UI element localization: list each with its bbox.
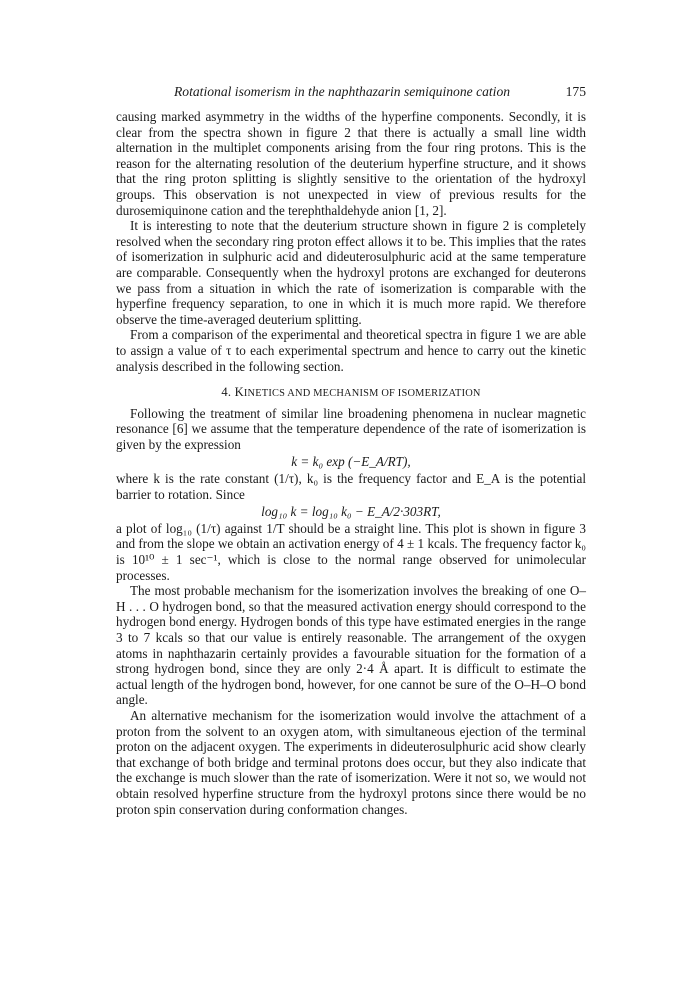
paragraph: From a comparison of the experimental and theoretical spectra in figure 1 we are able to assign a value of τ to each experimental spectrum and hence to carry out the kinetic analysis described in the following section. [116,327,586,374]
paragraph: An alternative mechanism for the isomerization would involve the attachment of a proton from the solvent to an oxygen atom, with simultaneous ejection of the terminal proton on the adjacent oxygen. The experiments in dideuterosulphuric acid show clearly that exchange of both bridge and terminal protons does occur, but they also indicate that the exchange is much slower than the rate of isomerization. Were it not so, we would not obtain resolved hyperfine structure from the hydroxyl protons since there would be no proton spin conservation during conformation changes. [116,707,586,817]
section-number: 4. [221,385,232,400]
running-title: Rotational isomerism in the naphthazarin semiquinone cation [174,84,511,99]
paragraph: where k is the rate constant (1/τ), k₀ is the frequency factor and E_A is the potential barrier to rotation. Since [116,471,586,502]
paragraph: causing marked asymmetry in the widths of the hyperfine components. Secondly, it is clear from the spectra shown in figure 2 that there is actually a small line width alternation in the multiplet components arising from the four ring protons. This is the reason for the alternating resolution of the deuterium hyperfine structure, and it shows that the ring proton splitting is slightly sensitive to the orientation of the hydroxyl groups. This observation is not unexpected in view of previous results for the durosemiquinone cation and the terephthaldehyde anion [1, 2]. [116,109,586,218]
paragraph: a plot of log₁₀ (1/τ) against 1/T should be a straight line. This plot is shown in figure 3 and from the slope we obtain an activation energy of 4 ± 1 kcals. The frequency factor k₀ is 10¹⁰ ± 1 sec⁻¹, which is close to the normal range observed for unimolecular processes. [116,520,586,583]
section-heading [116,385,586,402]
paragraph: The most probable mechanism for the isomerization involves the breaking of one O–H . . . O hydrogen bond, so that the measured activation energy should correspond to the hydrogen bond energy. Hydrogen bonds of this type have estimated energies in the range 3 to 7 kcals so that our value is entirely reasonable. The arrangement of the oxygen atoms in naphthazarin certainly provides a favourable situation for the formation of a strong hydrogen bond, since they are only 2·4 Å apart. It is difficult to estimate the actual length of the hydrogen bond, however, for one cannot be sure of the O–H–O bond angle. [116,583,586,708]
equation-rate: k = k₀ exp (−E_A/RT), [291,454,411,470]
equation-log: log₁₀ k = log₁₀ k₀ − E_A/2·303RT, [261,504,441,520]
body-text [116,109,586,817]
section-title-cap: K [234,385,244,400]
page-header [116,82,586,102]
page-number: 175 [565,84,586,99]
paragraph: Following the treatment of similar line broadening phenomena in nuclear magnetic resonance [6] we assume that the temperature dependence of the rate of isomerization is given by the expression [116,405,586,452]
section-title: INETICS AND MECHANISM OF ISOMERIZATION [243,388,481,400]
paragraph: It is interesting to note that the deuterium structure shown in figure 2 is completely resolved when the secondary ring proton effect allows it to be. This implies that the rates of isomerization in sulphuric acid and dideuterosulphuric acid at the same temperature are comparable. Consequently when the hydroxyl protons are exchanged for deuterons we pass from a situation in which the rate of isomerization is comparable with the hyperfine frequency separation, to one in which it is much more rapid. We therefore observe the time-averaged deuterium splitting. [116,218,586,327]
